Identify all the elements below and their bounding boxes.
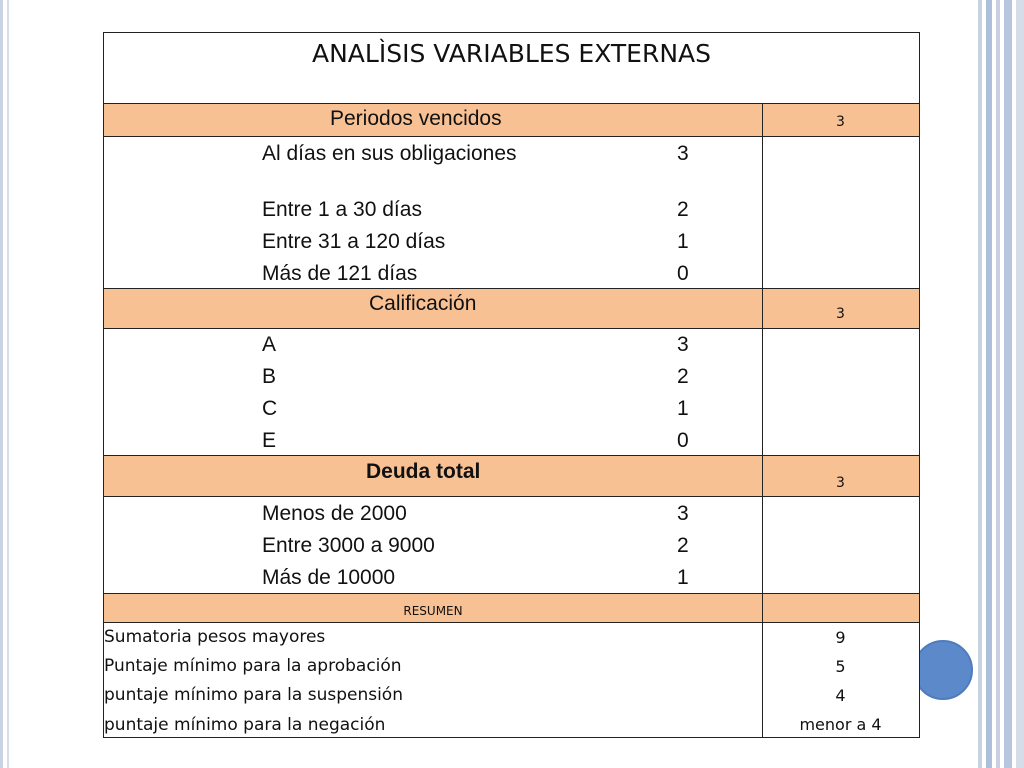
section-header-deuda — [104, 455, 919, 497]
item-points: 3 — [677, 333, 689, 356]
right-stripe — [996, 0, 1000, 768]
summary-value: 4 — [835, 686, 846, 705]
summary-label: puntaje mínimo para la negación — [104, 715, 386, 735]
resumen-label: RESUMEN — [403, 604, 463, 618]
list-item: C — [262, 397, 278, 420]
summary-value: menor a 4 — [799, 715, 882, 734]
left-border-stripe-inner — [7, 0, 9, 768]
summary-value: 5 — [835, 657, 846, 676]
section-value: 3 — [836, 475, 845, 491]
list-item: Más de 10000 — [262, 566, 396, 589]
item-points: 1 — [677, 566, 689, 589]
section-body-periodos — [104, 136, 919, 289]
list-item: Entre 31 a 120 días — [262, 230, 446, 253]
list-item: Entre 3000 a 9000 — [262, 534, 435, 557]
summary-label: Sumatoria pesos mayores — [104, 627, 326, 647]
list-item: B — [262, 365, 277, 388]
section-body-deuda — [104, 496, 919, 594]
right-stripe — [978, 0, 982, 768]
section-label: Calificación — [369, 292, 477, 315]
column-divider — [762, 103, 763, 737]
summary-value: 9 — [835, 628, 846, 647]
left-border-stripe — [0, 0, 3, 768]
item-points: 2 — [677, 534, 689, 557]
resumen-body — [104, 622, 919, 737]
section-value: 3 — [836, 306, 845, 322]
item-points: 2 — [677, 365, 689, 388]
list-item: A — [262, 333, 277, 356]
section-header-periodos — [104, 103, 919, 136]
item-points: 1 — [677, 397, 689, 420]
section-label: Periodos vencidos — [330, 107, 502, 130]
item-points: 0 — [677, 262, 689, 285]
list-item: Más de 121 días — [262, 262, 418, 285]
decorative-circle — [913, 640, 973, 700]
summary-label: puntaje mínimo para la suspensión — [104, 685, 403, 705]
list-item: Entre 1 a 30 días — [262, 198, 422, 221]
analysis-table — [103, 32, 920, 738]
section-value: 3 — [836, 114, 845, 130]
list-item: Menos de 2000 — [262, 502, 407, 525]
section-label: Deuda total — [366, 460, 481, 483]
right-stripe — [1016, 0, 1024, 768]
section-header-calificacion — [104, 288, 919, 329]
item-points: 3 — [677, 142, 689, 165]
item-points: 3 — [677, 502, 689, 525]
list-item: Al días en sus obligaciones — [262, 142, 517, 165]
item-points: 1 — [677, 230, 689, 253]
summary-label: Puntaje mínimo para la aprobación — [104, 656, 402, 676]
list-item: E — [262, 429, 277, 452]
section-body-calificacion — [104, 328, 919, 456]
item-points: 0 — [677, 429, 689, 452]
right-stripe — [986, 0, 992, 768]
right-stripe — [1004, 0, 1012, 768]
table-title: ANALÌSIS VARIABLES EXTERNAS — [312, 39, 711, 68]
item-points: 2 — [677, 198, 689, 221]
resumen-header — [104, 593, 919, 623]
